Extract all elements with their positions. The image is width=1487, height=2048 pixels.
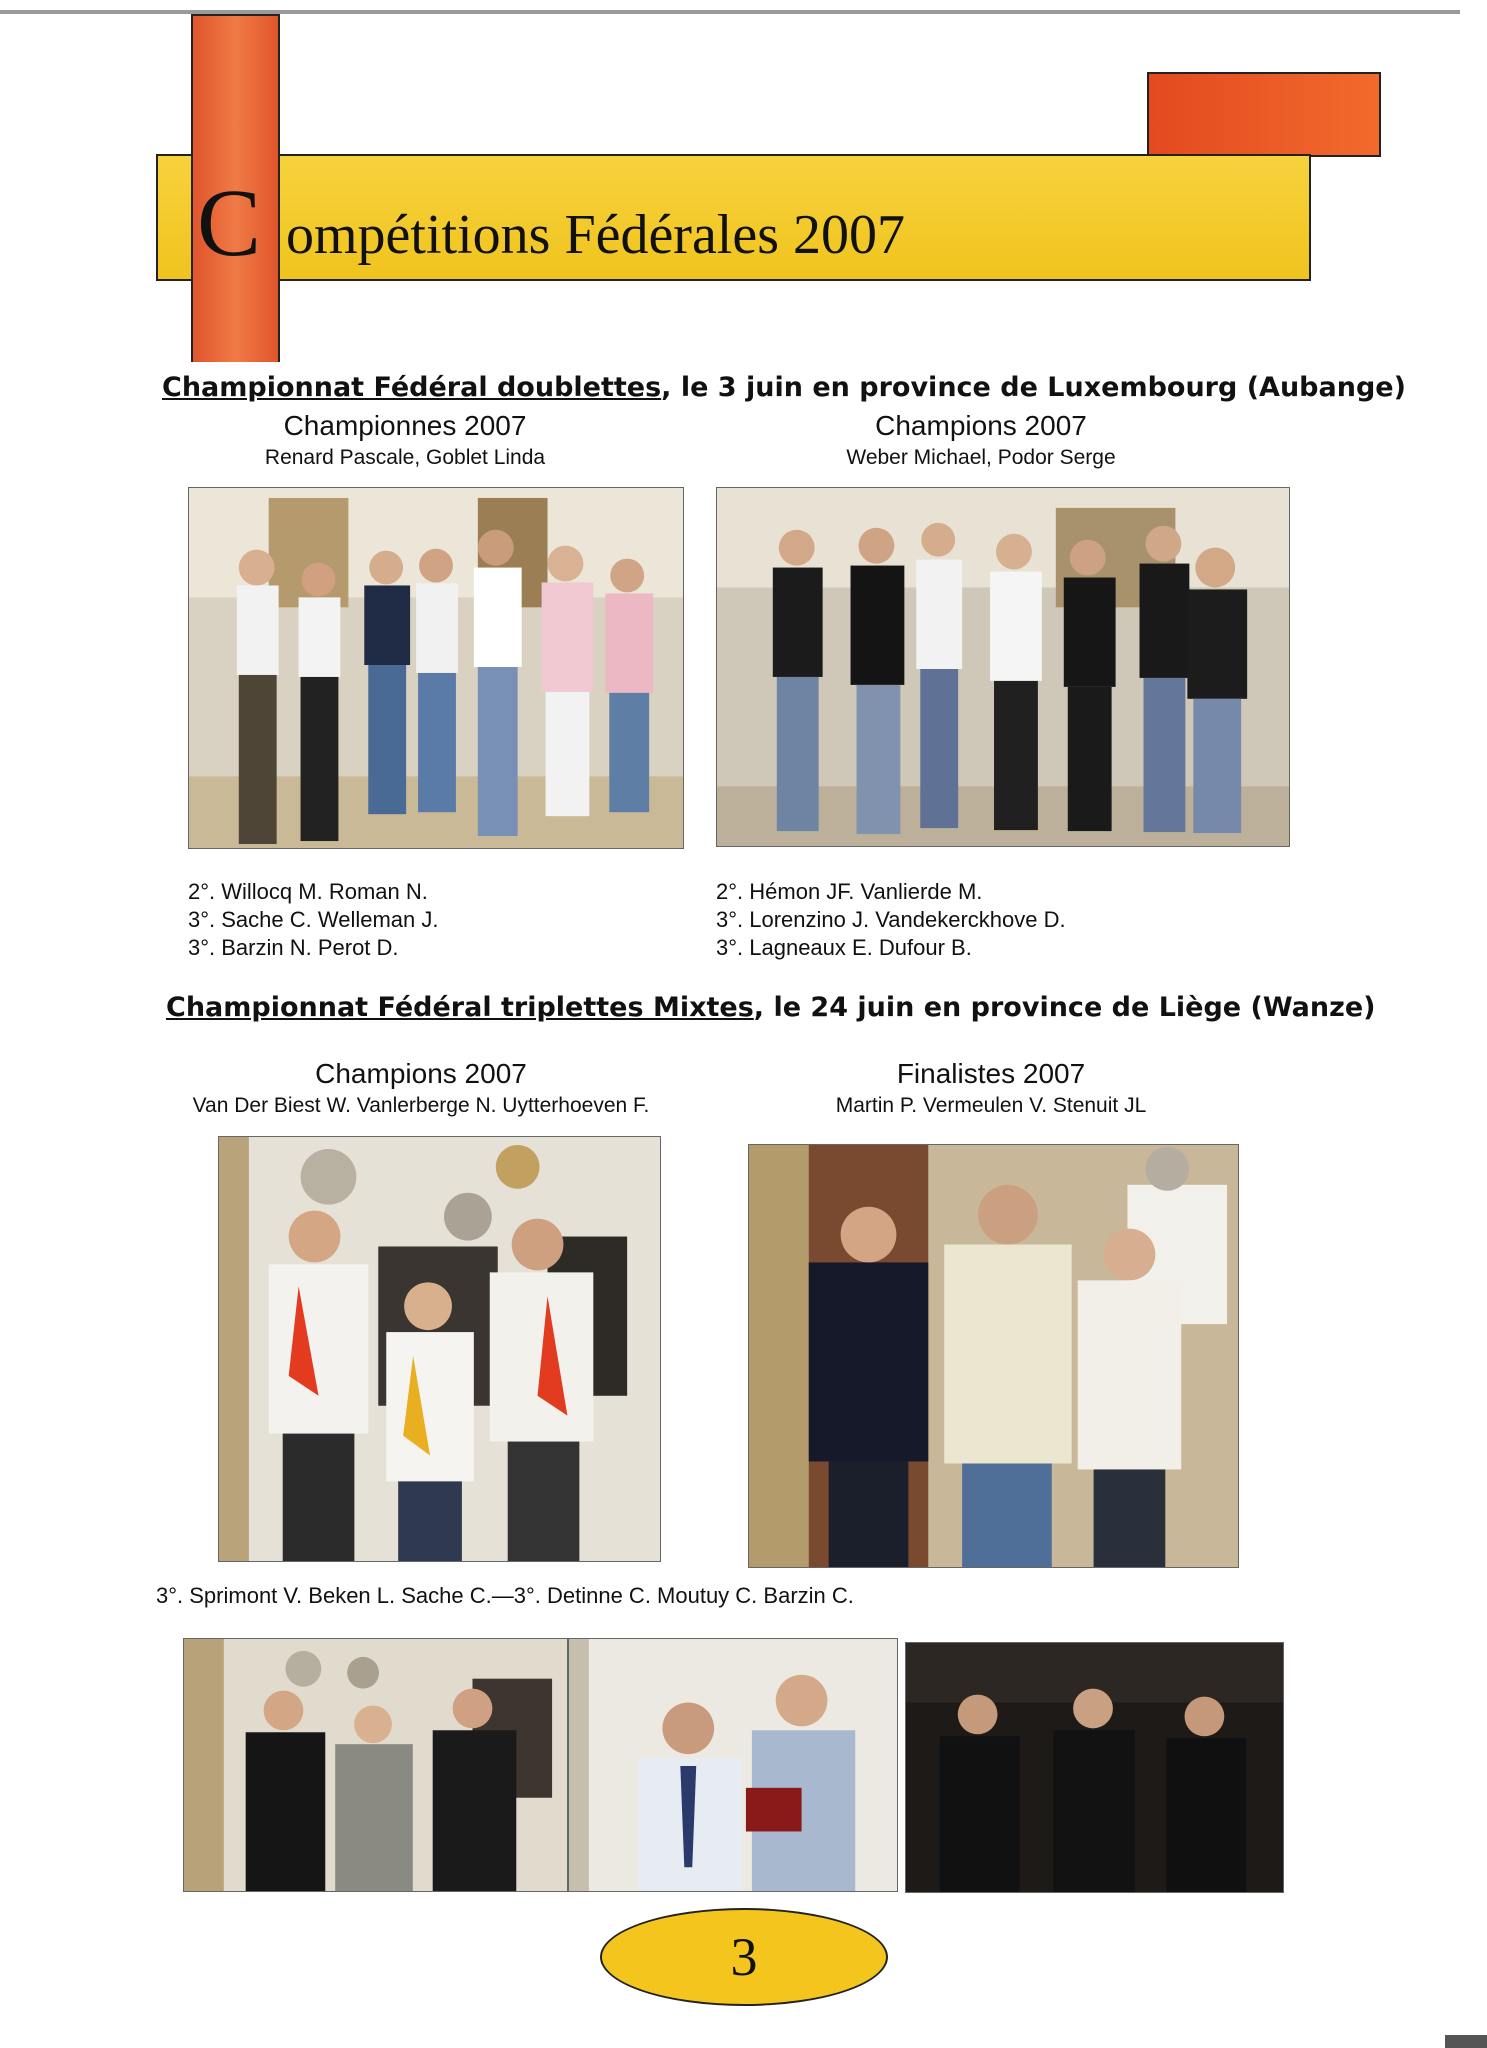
section2-placings: 3°. Sprimont V. Beken L. Sache C.—3°. Detinne C. Moutuy C. Barzin C. xyxy=(156,1583,854,1608)
page-number-badge xyxy=(600,1908,888,2006)
page-title: ompétitions Fédérales 2007 xyxy=(286,204,906,266)
section2-heading xyxy=(166,992,1375,1023)
title-initial: C xyxy=(197,169,262,276)
page-number: 3 xyxy=(730,1927,758,1987)
section2-heading-title: Championnat Fédéral triplettes Mixtes xyxy=(166,992,754,1023)
section1-right-names: Weber Michael, Podor Serge xyxy=(846,446,1116,469)
section1-heading-title: Championnat Fédéral doublettes xyxy=(162,372,662,403)
placing-line: 3°. Lagneaux E. Dufour B. xyxy=(716,935,972,960)
section1-right-placings xyxy=(716,878,1066,962)
section1-heading-details: , le 3 juin en province de Luxembourg (Aubange) xyxy=(661,372,1406,403)
placing-line: 3°. Sache C. Welleman J. xyxy=(188,907,439,932)
photo-third-place-1 xyxy=(183,1638,568,1892)
photo-champions-triplettes xyxy=(218,1136,661,1562)
section1-heading xyxy=(162,372,1406,403)
photo-champions-doublettes xyxy=(716,487,1290,847)
photo-third-place-2 xyxy=(905,1642,1284,1893)
section1-right-subtitle: Champions 2007 xyxy=(875,410,1087,441)
section2-heading-details: , le 24 juin en province de Liège (Wanze) xyxy=(753,992,1376,1023)
section2-right-subtitle: Finalistes 2007 xyxy=(896,1058,1086,1089)
placing-line: 2°. Hémon JF. Vanlierde M. xyxy=(716,879,983,904)
photo-championnes xyxy=(188,487,684,849)
placing-line: 3°. Barzin N. Perot D. xyxy=(188,935,399,960)
photo-trophy-presentation xyxy=(568,1638,898,1892)
red-accent-box xyxy=(1147,72,1381,157)
photo-finalistes xyxy=(748,1144,1239,1568)
section2-right-names: Martin P. Vermeulen V. Stenuit JL xyxy=(835,1094,1147,1117)
placing-line: 2°. Willocq M. Roman N. xyxy=(188,879,428,904)
placing-line: 3°. Lorenzino J. Vandekerckhove D. xyxy=(716,907,1066,932)
section2-left-subtitle: Champions 2007 xyxy=(315,1058,527,1089)
section1-left-names: Renard Pascale, Goblet Linda xyxy=(264,446,546,469)
scan-corner-mark xyxy=(1445,2035,1487,2048)
section2-left-names: Van Der Biest W. Vanlerberge N. Uytterhoeven F. xyxy=(192,1094,650,1117)
section1-left-subtitle: Championnes 2007 xyxy=(283,410,527,441)
section1-left-placings xyxy=(188,878,439,962)
